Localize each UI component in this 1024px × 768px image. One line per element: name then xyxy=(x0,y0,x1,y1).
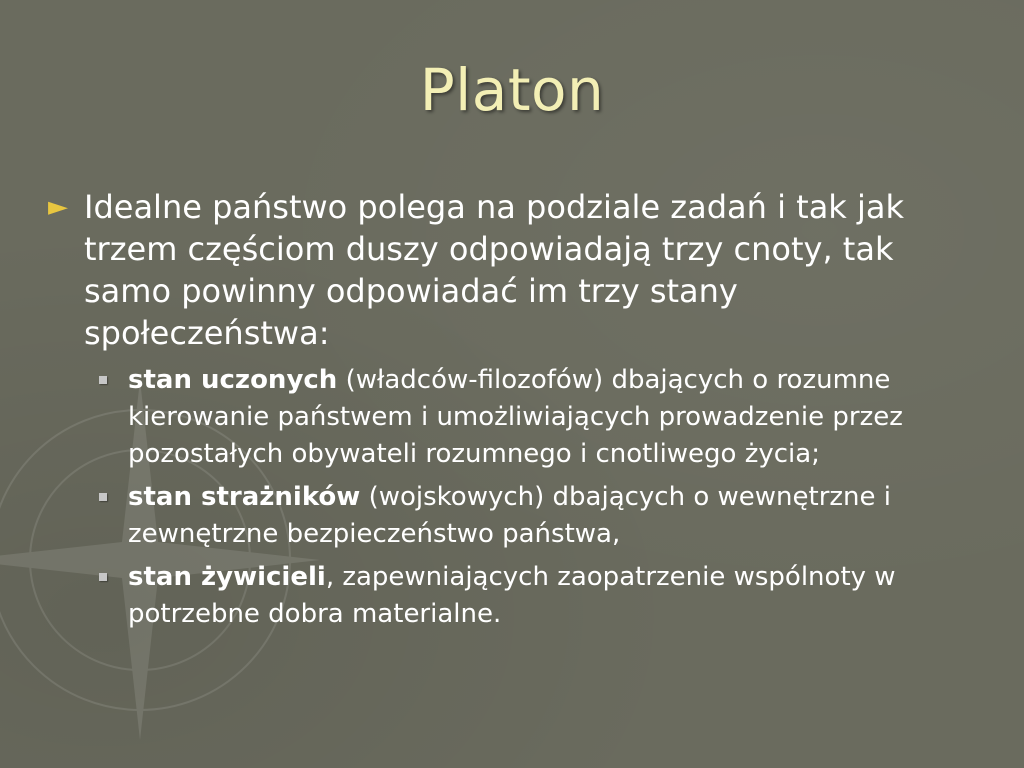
sub-bullet-bold-term: stan uczonych xyxy=(128,365,338,395)
sub-bullet-bold-term: stan żywicieli xyxy=(128,562,326,592)
sub-bullet-description: , zapewniających zaopatrzenie wspólnoty w potrzebne dobra materialne. xyxy=(128,562,896,629)
sub-bullet-list xyxy=(48,362,988,633)
arrow-bullet-icon: ► xyxy=(48,192,68,222)
slide-content xyxy=(48,186,988,639)
bullet-item xyxy=(48,186,988,354)
square-bullet-icon xyxy=(96,362,128,399)
sub-bullet-text xyxy=(128,362,988,473)
square-bullet-icon xyxy=(96,479,128,516)
sub-bullet-item xyxy=(96,479,988,553)
slide-title: Platon xyxy=(419,56,605,124)
sub-bullet-item xyxy=(96,559,988,633)
sub-bullet-item xyxy=(96,362,988,473)
sub-bullet-bold-term: stan strażników xyxy=(128,482,361,512)
sub-bullet-text xyxy=(128,479,988,553)
square-bullet-icon xyxy=(96,559,128,596)
bullet-text: Idealne państwo polega na podziale zadań i tak jak trzem częściom duszy odpowiadają trzy cnoty, tak samo powinny odpowiadać im trzy stany społeczeństwa: xyxy=(84,188,905,352)
sub-bullet-description: (wojskowych) dbających o wewnętrzne i zewnętrzne bezpieczeństwo państwa, xyxy=(128,482,892,549)
sub-bullet-text xyxy=(128,559,988,633)
sub-bullet-description: (władców-filozofów) dbających o rozumne kierowanie państwem i umożliwiających prowadzenie przez pozostałych obywateli rozumnego i cnotliwego życia; xyxy=(128,365,903,469)
